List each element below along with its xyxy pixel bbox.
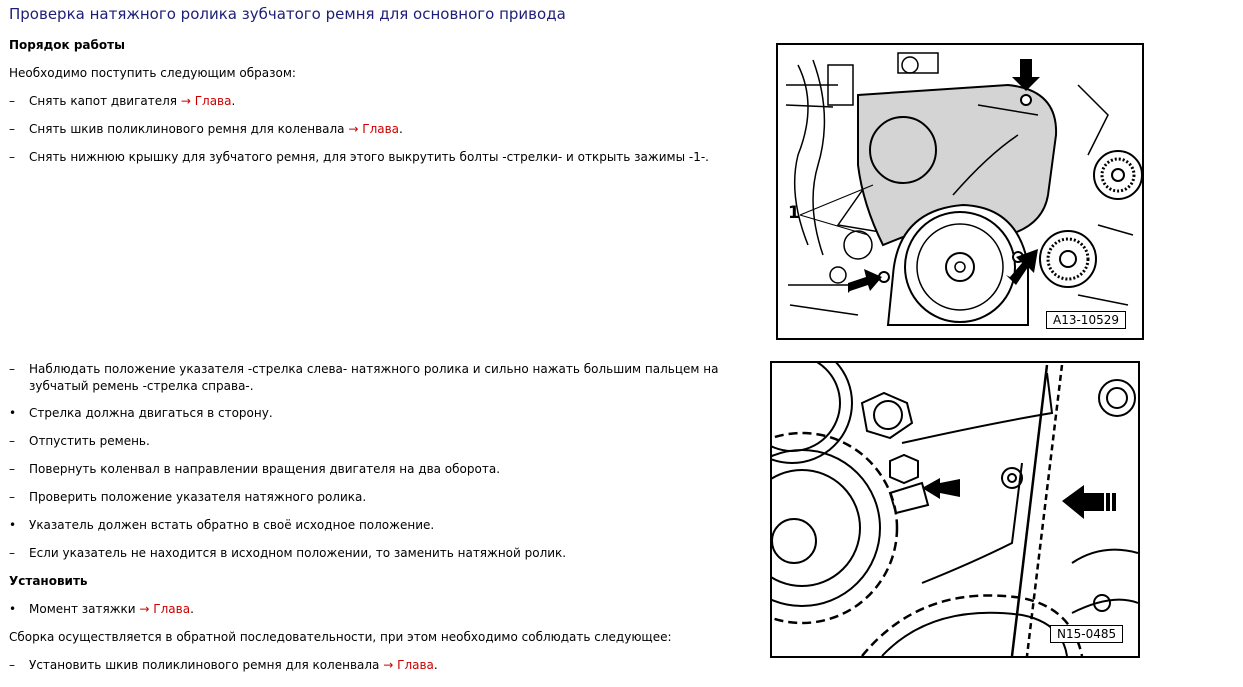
- arrow-left-icon: [922, 478, 960, 499]
- arrow-tail-icon: [1106, 493, 1116, 511]
- step-text: Установить шкив поликлинового ремня для коленвала: [29, 658, 380, 672]
- section-heading-install: Установить: [9, 574, 88, 588]
- note-arrow-moves: [9, 405, 749, 422]
- step-remove-lower-cover: [9, 149, 749, 166]
- step-turn-crankshaft: [9, 461, 749, 478]
- chapter-link[interactable]: → Глава: [383, 658, 434, 672]
- step-tail: .: [433, 658, 438, 672]
- step-marker: –: [9, 658, 15, 672]
- step-marker: –: [9, 94, 15, 108]
- step-check-pointer: [9, 489, 749, 506]
- tensioner-illustration: [772, 363, 1138, 656]
- step-text: Момент затяжки: [29, 602, 136, 616]
- step-text: Если указатель не находится в исходном положении, то заменить натяжной ролик.: [29, 546, 567, 560]
- figure-tensioner-pointer: [770, 361, 1140, 658]
- intro-text: Необходимо поступить следующим образом:: [9, 66, 296, 80]
- step-marker: •: [9, 602, 17, 616]
- chapter-link[interactable]: → Глава: [139, 602, 191, 616]
- chapter-link[interactable]: → Глава: [180, 94, 232, 108]
- note-pointer-returns: [9, 517, 749, 534]
- assembly-note: Сборка осуществляется в обратной последовательности, при этом необходимо соблюдать следующее:: [9, 630, 672, 644]
- arrow-left-icon: [1062, 485, 1104, 519]
- step-text: Снять капот двигателя: [29, 94, 178, 108]
- arrow-right-icon: [848, 269, 882, 293]
- figure-code-label: N15-0485: [1050, 625, 1123, 643]
- step-observe-pointer: [9, 361, 739, 395]
- step-marker: •: [9, 518, 17, 532]
- step-tail: .: [399, 122, 403, 136]
- step-text: Повернуть коленвал в направлении вращения двигателя на два оборота.: [29, 462, 501, 476]
- step-text: Отпустить ремень.: [29, 434, 150, 448]
- callout-1: 1: [788, 203, 800, 223]
- step-text: Указатель должен встать обратно в своё исходное положение.: [29, 518, 435, 532]
- page-title: Проверка натяжного ролика зубчатого ремня для основного привода: [9, 5, 566, 23]
- step-tail: .: [190, 602, 194, 616]
- engine-cover-illustration: [778, 45, 1142, 338]
- figure-code-label: A13-10529: [1046, 311, 1126, 329]
- step-replace-tensioner: [9, 545, 749, 562]
- chapter-link[interactable]: → Глава: [348, 122, 400, 136]
- step-tail: .: [231, 94, 236, 108]
- step-install-pulley: [9, 657, 749, 674]
- step-release-belt: [9, 433, 749, 450]
- step-text: Снять нижнюю крышку для зубчатого ремня, для этого выкрутить болты -стрелки- и открыть зажимы -1-.: [29, 150, 709, 164]
- step-marker: –: [9, 362, 15, 376]
- section-heading-procedure: Порядок работы: [9, 38, 125, 52]
- step-text: Стрелка должна двигаться в сторону.: [29, 406, 273, 420]
- step-remove-engine-cover: [9, 93, 749, 110]
- step-marker: –: [9, 462, 15, 476]
- step-marker: –: [9, 150, 15, 164]
- step-text: Проверить положение указателя натяжного ролика.: [29, 490, 367, 504]
- step-text: Снять шкив поликлинового ремня для коленвала: [29, 122, 345, 136]
- step-remove-pulley: [9, 121, 749, 138]
- step-marker: –: [9, 122, 15, 136]
- torque-note: [9, 601, 749, 618]
- step-text: Наблюдать положение указателя -стрелка слева- натяжного ролика и сильно нажать большим пальцем на зубчатый ремень -стрелка справа-.: [29, 362, 719, 393]
- step-marker: –: [9, 546, 15, 560]
- step-marker: –: [9, 434, 15, 448]
- figure-lower-belt-cover: [776, 43, 1144, 340]
- step-marker: –: [9, 490, 15, 504]
- step-marker: •: [9, 406, 17, 420]
